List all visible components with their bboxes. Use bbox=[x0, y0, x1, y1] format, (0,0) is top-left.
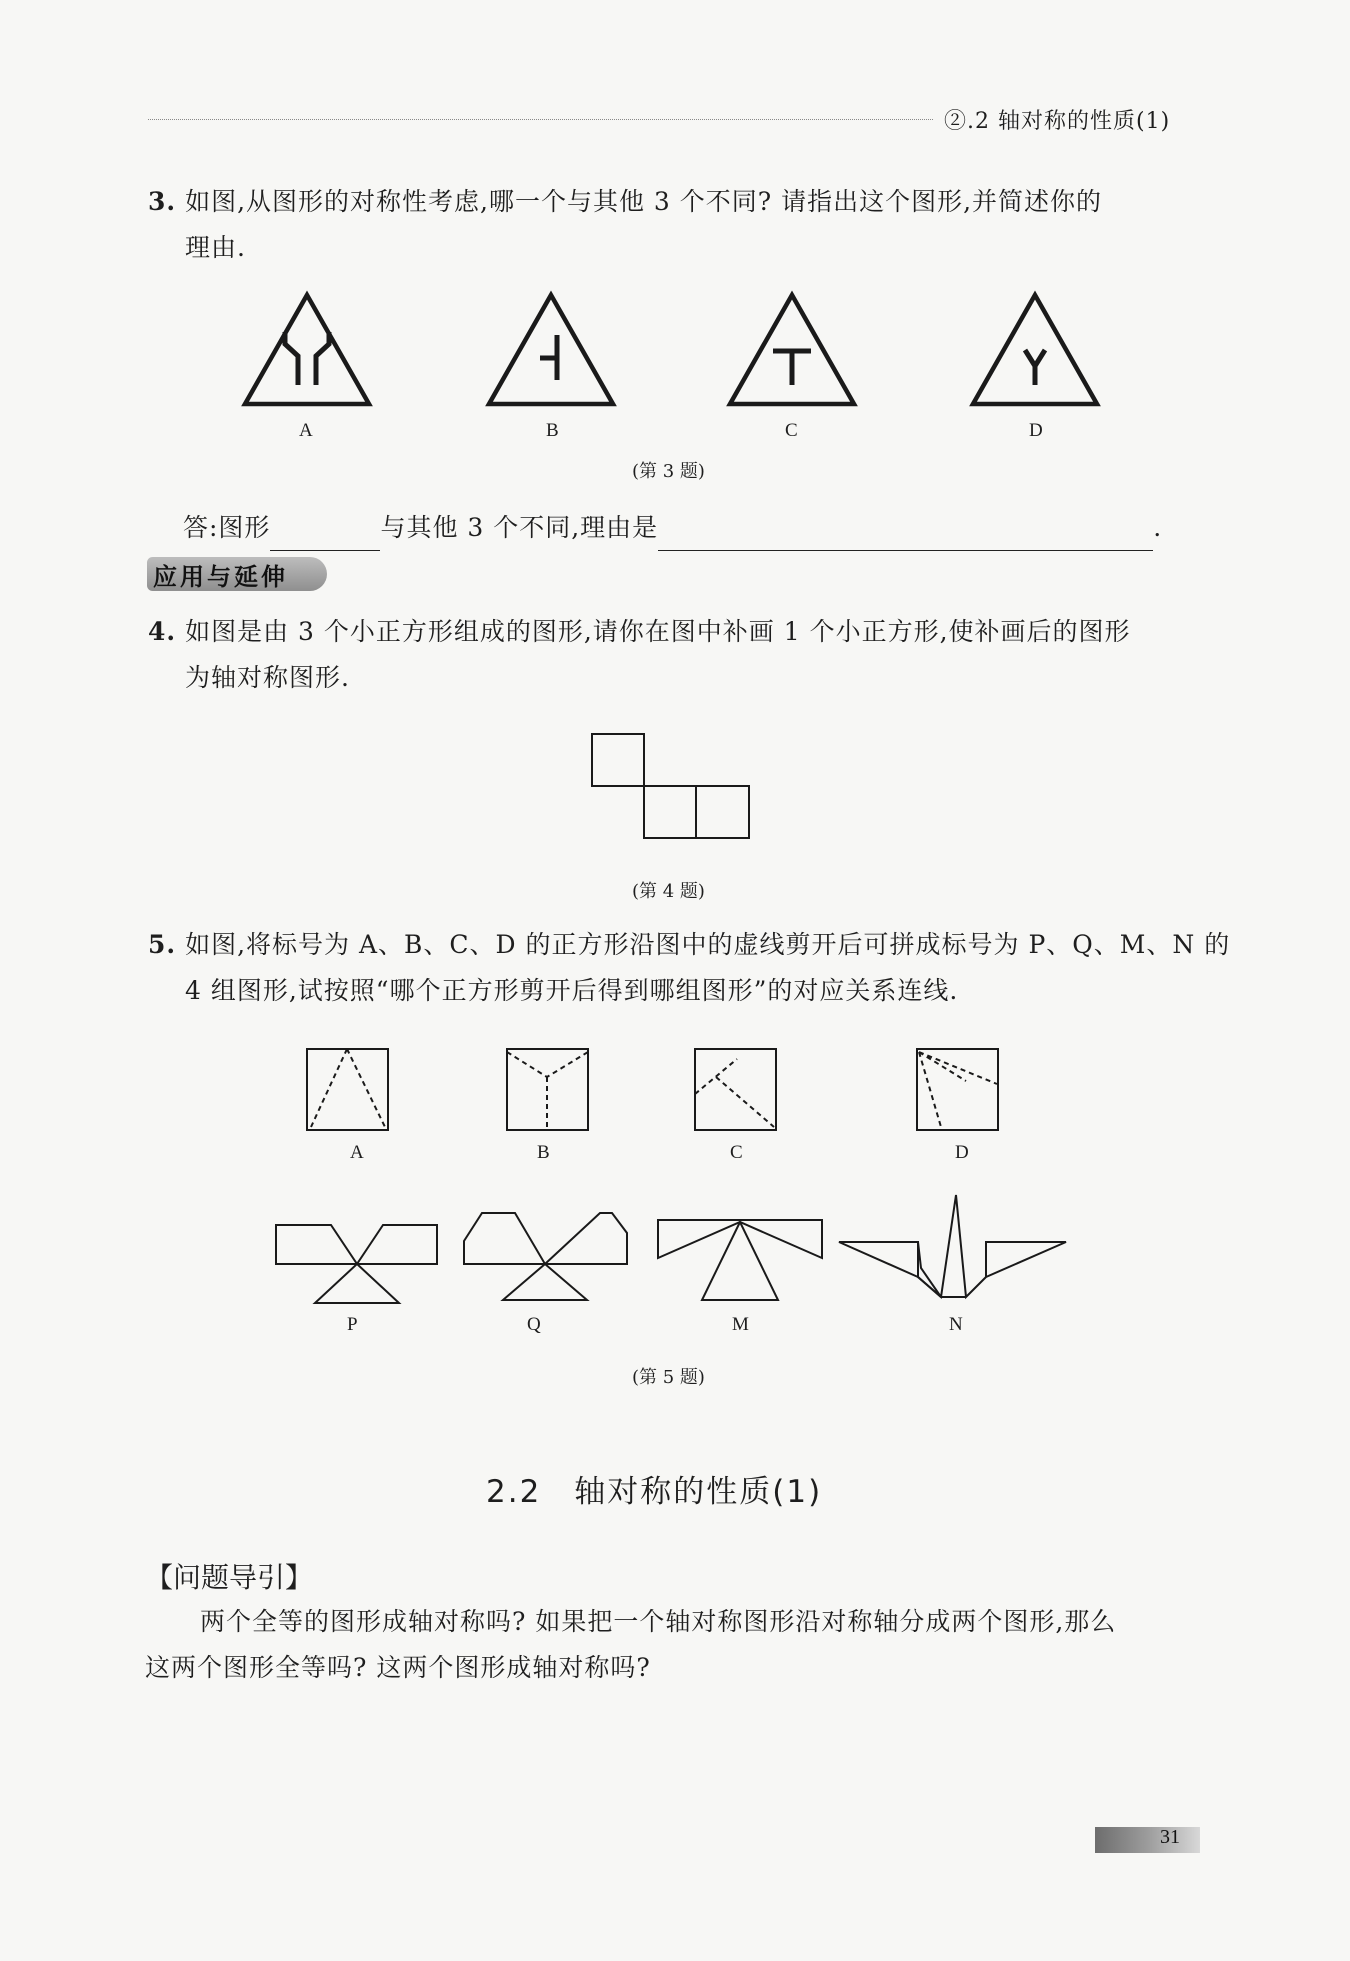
shape-n bbox=[839, 1195, 1066, 1297]
q3-number: 3. bbox=[148, 187, 177, 216]
section-badge: 应用与延伸 bbox=[153, 563, 288, 591]
q3-label-c: C bbox=[785, 420, 798, 441]
page-number-bar bbox=[1095, 1827, 1200, 1853]
q5-text-line2: 4 组图形,试按照“哪个正方形剪开后得到哪组图形”的对应关系连线. bbox=[185, 976, 959, 1005]
square-a bbox=[307, 1049, 388, 1130]
guide-heading: 【问题导引】 bbox=[145, 1561, 314, 1594]
q3-label-a: A bbox=[299, 420, 313, 441]
q5-line1: 如图,将标号为 A、B、C、D 的正方形沿图中的虚线剪开后可拼成标号为 P、Q、M、N 的 bbox=[185, 930, 1231, 959]
q5-square-label-b: B bbox=[537, 1142, 550, 1163]
q3-line1: 如图,从图形的对称性考虑,哪一个与其他 3 个不同? 请指出这个图形,并简述你的 bbox=[185, 187, 1103, 216]
q3-label-b: B bbox=[546, 420, 559, 441]
running-header: ②.2 轴对称的性质(1) bbox=[944, 109, 1171, 134]
section-title: 2.2 轴对称的性质(1) bbox=[486, 1474, 823, 1510]
q3-answer-end: . bbox=[1153, 513, 1163, 542]
square-c bbox=[695, 1049, 776, 1130]
q4-number: 4. bbox=[148, 617, 177, 646]
q5-shape-label-n: N bbox=[949, 1314, 963, 1335]
shape-m bbox=[658, 1220, 822, 1300]
q5-square-label-d: D bbox=[955, 1142, 969, 1163]
q5-caption: (第 5 题) bbox=[632, 1367, 705, 1388]
q3-caption: (第 3 题) bbox=[632, 461, 705, 482]
guide-line2: 这两个图形全等吗? 这两个图形成轴对称吗? bbox=[145, 1653, 651, 1682]
q4-text-line2: 为轴对称图形. bbox=[185, 663, 350, 692]
q5-shape-label-m: M bbox=[732, 1314, 749, 1335]
q3-answer-mid: 与其他 3 个不同,理由是 bbox=[380, 513, 659, 542]
q5-shape-label-p: P bbox=[347, 1314, 358, 1335]
q3-text-line2: 理由. bbox=[185, 233, 246, 262]
q5-shape-label-q: Q bbox=[527, 1314, 541, 1335]
q5-square-label-c: C bbox=[730, 1142, 743, 1163]
q4-caption: (第 4 题) bbox=[632, 881, 705, 902]
shape-q bbox=[464, 1213, 627, 1300]
square-d bbox=[917, 1049, 998, 1130]
q3-label-d: D bbox=[1029, 420, 1043, 441]
q5-square-label-a: A bbox=[350, 1142, 364, 1163]
q3-answer-prefix: 答:图形 bbox=[183, 513, 271, 542]
guide-line1: 两个全等的图形成轴对称吗? 如果把一个轴对称图形沿对称轴分成两个图形,那么 bbox=[200, 1607, 1117, 1636]
page-number: 31 bbox=[1160, 1826, 1180, 1848]
q5-number: 5. bbox=[148, 930, 177, 959]
shape-p bbox=[276, 1225, 437, 1303]
q4-line1: 如图是由 3 个小正方形组成的图形,请你在图中补画 1 个小正方形,使补画后的图形 bbox=[185, 617, 1131, 646]
square-b bbox=[507, 1049, 588, 1130]
